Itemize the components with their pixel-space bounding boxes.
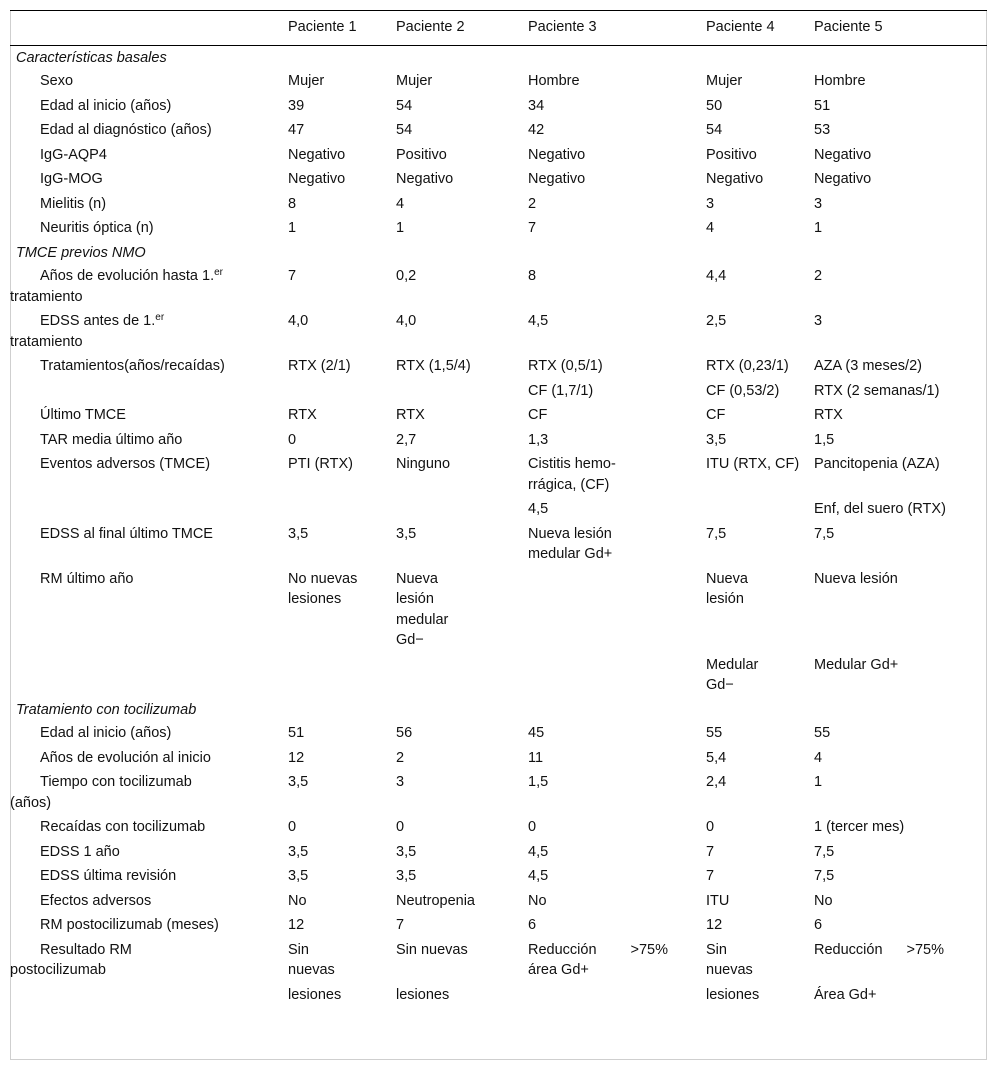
table-cell: 55: [706, 725, 723, 741]
table-cell: [282, 497, 390, 522]
table-cell: 4,5: [528, 313, 549, 329]
row-label: IgG-AQP4: [40, 146, 107, 163]
table-cell: 6: [814, 917, 823, 933]
table-cell: 4,0: [288, 313, 309, 329]
header-cell: Paciente 4: [700, 11, 808, 46]
table-cell: 0: [288, 819, 297, 835]
table-cell: 45: [528, 725, 545, 741]
table-cell: Nueva lesión medular Gd+: [528, 525, 613, 562]
row-label: Sexo: [40, 73, 74, 89]
row-label: EDSS antes de 1.: [40, 313, 156, 329]
table-cell: 47: [288, 122, 305, 138]
table-cell: 7: [706, 843, 715, 860]
header-cell: Paciente 1: [282, 11, 390, 46]
table-cell: 7,5: [706, 525, 727, 542]
row-label: RM postocilizumab (meses): [40, 917, 219, 933]
table-row: [10, 567, 987, 653]
table-cell: 2: [814, 268, 823, 284]
table-row: [10, 913, 987, 938]
table-cell: RTX: [396, 407, 425, 423]
table-cell: RTX: [288, 407, 317, 423]
cell-text: área Gd+: [528, 962, 589, 978]
table-row: [10, 354, 987, 379]
table-cell: [522, 653, 700, 698]
table-cell: 1,5: [814, 431, 835, 448]
table-cell: Sin nuevas: [396, 941, 468, 958]
table-cell: ITU (RTX, CF): [706, 456, 800, 472]
table-cell: 12: [288, 917, 305, 933]
table-cell: No nuevas lesiones: [288, 570, 358, 607]
table-cell: 0,2: [396, 268, 417, 284]
row-label: tratamiento: [10, 333, 83, 350]
table-cell: Enf, del suero (RTX): [814, 501, 946, 517]
row-label: Último TMCE: [40, 407, 126, 423]
table-cell: 3,5: [396, 843, 417, 860]
table-row: [10, 428, 987, 453]
table-cell: 54: [706, 122, 723, 138]
table-cell: 4,4: [706, 268, 727, 284]
table-row: [10, 264, 987, 309]
table-cell: 3,5: [706, 431, 727, 448]
table-cell: [282, 379, 390, 404]
table-cell: No: [288, 892, 307, 909]
table-cell: 0: [706, 819, 715, 835]
table-row: [10, 216, 987, 241]
row-label: Tratamientos(años/recaídas): [40, 358, 225, 374]
row-label: Recaídas con tocilizumab: [40, 819, 206, 835]
table-cell: 4: [706, 220, 715, 236]
table-cell: 3: [396, 774, 405, 790]
table-cell: 3: [814, 195, 823, 212]
table-row: [10, 840, 987, 865]
section-row: [10, 45, 987, 69]
row-label: postocilizumab: [10, 962, 106, 978]
row-label: tratamiento: [10, 288, 83, 305]
table-row: [10, 864, 987, 889]
table-cell: 3,5: [396, 525, 417, 542]
table-cell: [390, 653, 522, 698]
table-cell: 0: [528, 819, 537, 835]
table-cell: 7: [706, 868, 715, 884]
table-cell: 51: [814, 97, 831, 114]
table-cell: 4: [396, 195, 405, 212]
table-cell: Medular Gd+: [814, 656, 899, 673]
table-cell: AZA (3 meses/2): [814, 358, 922, 374]
table-cell: [390, 379, 522, 404]
table-cell: Positivo: [396, 146, 447, 163]
table-row: [10, 309, 987, 354]
section-title: Características basales: [16, 49, 167, 66]
table-cell: Negativo: [814, 146, 872, 163]
table-cell: 34: [528, 97, 545, 114]
header-cell: Paciente 3: [522, 11, 700, 46]
table-row: [10, 938, 987, 983]
table-cell: 4: [814, 749, 823, 766]
table-row: [10, 721, 987, 746]
table-cell: 1: [396, 220, 405, 236]
table-row: [10, 983, 987, 1008]
table-cell: Nueva lesión: [706, 570, 748, 607]
table-cell: 2,7: [396, 431, 417, 448]
table-cell: RTX (0,23/1): [706, 358, 789, 374]
table-cell: 7: [396, 917, 405, 933]
row-label: Años de evolución hasta 1.: [40, 268, 215, 284]
header-cell: [10, 11, 282, 46]
table-cell: [522, 983, 700, 1008]
table-cell: CF (1,7/1): [528, 382, 594, 399]
table-cell: 0: [396, 819, 405, 835]
row-label: Edad al diagnóstico (años): [40, 122, 212, 138]
table-row: [10, 403, 987, 428]
row-label: IgG-MOG: [40, 171, 103, 187]
table-cell: Nueva lesión: [814, 570, 898, 587]
table-cell: No: [814, 892, 833, 909]
table-row: [10, 815, 987, 840]
table-cell: 0: [288, 431, 297, 448]
table-cell: Negativo: [396, 171, 454, 187]
table-row: [10, 452, 987, 497]
table-cell: Nueva lesión medular Gd−: [396, 570, 449, 648]
table-cell: 7,5: [814, 843, 835, 860]
table-cell: Mujer: [706, 73, 743, 89]
table-row: [10, 746, 987, 771]
table-cell: [390, 497, 522, 522]
row-label: Neuritis óptica (n): [40, 220, 154, 236]
table-cell: 4,0: [396, 313, 417, 329]
table-cell: [522, 567, 700, 653]
table-cell: 3: [706, 195, 715, 212]
table-cell: 3: [814, 313, 823, 329]
table-cell: RTX: [814, 407, 843, 423]
header-cell: Paciente 5: [808, 11, 987, 46]
row-label: Edad al inicio (años): [40, 97, 172, 114]
row-label: Tiempo con tocilizumab: [40, 774, 192, 790]
row-label: (años): [10, 794, 52, 811]
table-cell: CF: [706, 407, 726, 423]
table-cell: 53: [814, 122, 831, 138]
table-row: [10, 167, 987, 192]
table-row: [10, 770, 987, 815]
table-row: [10, 143, 987, 168]
table-cell: Negativo: [528, 171, 586, 187]
table-cell: Área Gd+: [814, 986, 877, 1003]
table-row: [10, 653, 987, 698]
table-cell: 51: [288, 725, 305, 741]
table-cell: RTX (0,5/1): [528, 358, 603, 374]
table-cell: 1: [814, 220, 823, 236]
section-row: [10, 241, 987, 265]
row-label: RM último año: [40, 570, 134, 587]
table-cell: CF: [528, 407, 548, 423]
table-cell: Pancitopenia (AZA): [814, 456, 940, 472]
table-cell: 3,5: [288, 843, 309, 860]
table-cell: 2,4: [706, 774, 727, 790]
table-cell: RTX (2 semanas/1): [814, 382, 940, 399]
row-label: Efectos adversos: [40, 892, 152, 909]
table-cell: 3,5: [396, 868, 417, 884]
table-cell: lesiones: [706, 986, 760, 1003]
table-cell: [522, 938, 700, 983]
table-cell: Negativo: [288, 171, 346, 187]
table-cell: 6: [528, 917, 537, 933]
cell-text: Reducción: [528, 941, 597, 958]
row-label-sup: er: [155, 312, 165, 323]
table-cell: 12: [288, 749, 305, 766]
row-label: EDSS última revisión: [40, 868, 177, 884]
table-row: [10, 497, 987, 522]
table-cell: 7,5: [814, 525, 835, 542]
table-cell: RTX (2/1): [288, 358, 351, 374]
table-cell: 3,5: [288, 525, 309, 542]
table-cell: CF (0,53/2): [706, 382, 780, 399]
table-cell: Ninguno: [396, 456, 451, 472]
table-cell: Medular Gd−: [706, 656, 759, 693]
table-cell: Mujer: [396, 73, 433, 89]
table-cell: 3,5: [288, 868, 309, 884]
table-cell: 1 (tercer mes): [814, 819, 905, 835]
section-title: Tratamiento con tocilizumab: [16, 701, 197, 718]
table-row: [10, 69, 987, 94]
header-cell: Paciente 2: [390, 11, 522, 46]
table-cell: 54: [396, 97, 413, 114]
table-cell: 12: [706, 917, 723, 933]
section-title: TMCE previos NMO: [16, 244, 146, 261]
table-cell: lesiones: [396, 986, 450, 1003]
table-cell: 56: [396, 725, 413, 741]
table-cell: 4,5: [528, 501, 549, 517]
table-cell: lesiones: [288, 986, 342, 1003]
row-label: EDSS al final último TMCE: [40, 525, 213, 542]
table-cell: 55: [814, 725, 831, 741]
table-cell: Mujer: [288, 73, 325, 89]
table-row: [10, 192, 987, 217]
table-cell: 2: [396, 749, 405, 766]
cell-text: >75%: [906, 941, 945, 958]
table-cell: 2,5: [706, 313, 727, 329]
table-cell: PTI (RTX): [288, 456, 353, 472]
table-cell: 1,5: [528, 774, 549, 790]
row-label: TAR media último año: [40, 431, 183, 448]
table-cell: 42: [528, 122, 545, 138]
row-label-sup: er: [214, 267, 224, 278]
table-cell: 4,5: [528, 868, 549, 884]
table-cell: Hombre: [814, 73, 866, 89]
cell-text: >75%: [630, 941, 669, 958]
cell-text: Reducción: [814, 941, 883, 958]
table-cell: 7: [528, 220, 537, 236]
section-row: [10, 698, 987, 722]
header-row: [10, 11, 987, 46]
table-cell: ITU: [706, 892, 730, 909]
table-cell: 8: [288, 195, 297, 212]
table-cell: 1: [288, 220, 297, 236]
table-cell: 4,5: [528, 843, 549, 860]
table-cell: 8: [528, 268, 537, 284]
table-cell: Sin nuevas: [288, 941, 335, 978]
table-cell: 11: [528, 749, 544, 766]
table-row: [10, 118, 987, 143]
table-cell: Negativo: [288, 146, 346, 163]
table-cell: Negativo: [706, 171, 764, 187]
row-label: EDSS 1 año: [40, 843, 120, 860]
table-cell: 5,4: [706, 749, 727, 766]
table-cell: Neutropenia: [396, 892, 475, 909]
table-cell: Negativo: [528, 146, 586, 163]
patients-table: [10, 10, 987, 1007]
table-cell: 7,5: [814, 868, 835, 884]
table-cell: 54: [396, 122, 413, 138]
table-cell: [700, 497, 808, 522]
table-row: [10, 379, 987, 404]
table-cell: [282, 653, 390, 698]
table-cell: Cistitis hemo-rrágica, (CF): [528, 456, 616, 493]
row-label: Edad al inicio (años): [40, 725, 172, 741]
table-cell: 2: [528, 195, 537, 212]
row-label: Años de evolución al inicio: [40, 749, 211, 766]
table-cell: 1: [814, 774, 823, 790]
table-cell: No: [528, 892, 547, 909]
table-cell: [808, 938, 987, 983]
table-cell: Hombre: [528, 73, 580, 89]
table-cell: 1,3: [528, 431, 549, 448]
table-cell: RTX (1,5/4): [396, 358, 471, 374]
table-cell: 50: [706, 97, 723, 114]
table-cell: 3,5: [288, 774, 309, 790]
table-cell: Sin nuevas: [706, 941, 753, 978]
table-row: [10, 889, 987, 914]
table-cell: 7: [288, 268, 297, 284]
table-cell: Negativo: [814, 171, 872, 187]
table-row: [10, 522, 987, 567]
row-label: Eventos adversos (TMCE): [40, 456, 211, 472]
table-cell: Positivo: [706, 146, 757, 163]
row-label: Resultado RM: [40, 941, 132, 958]
table-row: [10, 94, 987, 119]
table-cell: 39: [288, 97, 305, 114]
row-label: Mielitis (n): [40, 195, 107, 212]
